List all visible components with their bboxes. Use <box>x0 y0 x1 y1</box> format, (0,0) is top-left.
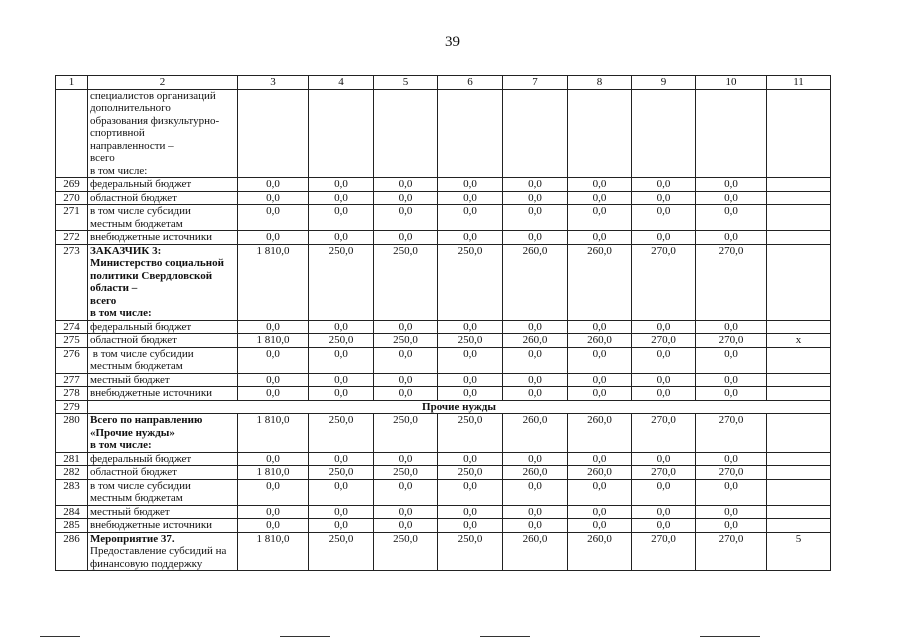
value-cell: 0,0 <box>632 178 696 192</box>
row-number: 286 <box>56 532 88 571</box>
description-line: федеральный бюджет <box>90 320 192 333</box>
row-number: 272 <box>56 231 88 245</box>
value-cell: 0,0 <box>309 191 374 205</box>
row-description <box>88 479 238 505</box>
description-line: финансовую поддержку <box>90 557 203 570</box>
reference-cell <box>767 452 831 466</box>
value-cell: 0,0 <box>568 231 632 245</box>
row-number: 278 <box>56 387 88 401</box>
value-cell: 0,0 <box>696 231 767 245</box>
scan-edge-mark <box>280 636 330 637</box>
row-description <box>88 466 238 480</box>
value-cell: 0,0 <box>503 452 568 466</box>
description-line: в том числе субсидии <box>90 479 191 492</box>
description-line: местным бюджетам <box>90 360 183 372</box>
value-cell: 0,0 <box>238 519 309 533</box>
value-cell: 250,0 <box>374 532 438 571</box>
column-header: 7 <box>503 76 568 90</box>
value-cell: 250,0 <box>309 414 374 453</box>
value-cell: 260,0 <box>568 466 632 480</box>
column-header: 1 <box>56 76 88 90</box>
reference-cell: х <box>767 334 831 348</box>
value-cell <box>632 89 696 178</box>
value-cell: 0,0 <box>309 519 374 533</box>
value-cell: 0,0 <box>309 231 374 245</box>
value-cell: 1 810,0 <box>238 414 309 453</box>
value-cell <box>309 89 374 178</box>
value-cell: 250,0 <box>309 244 374 320</box>
value-cell: 0,0 <box>696 519 767 533</box>
value-cell: 270,0 <box>632 532 696 571</box>
value-cell: 0,0 <box>238 505 309 519</box>
value-cell: 250,0 <box>374 414 438 453</box>
description-line: специалистов организаций <box>90 89 216 102</box>
table-row <box>56 479 831 505</box>
value-cell: 250,0 <box>438 466 503 480</box>
row-number: 284 <box>56 505 88 519</box>
table-row <box>56 191 831 205</box>
value-cell: 0,0 <box>238 178 309 192</box>
row-number: 283 <box>56 479 88 505</box>
reference-cell <box>767 505 831 519</box>
value-cell: 0,0 <box>632 205 696 231</box>
value-cell: 0,0 <box>632 387 696 401</box>
value-cell: 0,0 <box>696 178 767 192</box>
value-cell: 1 810,0 <box>238 532 309 571</box>
value-cell: 270,0 <box>696 466 767 480</box>
row-description <box>88 347 238 373</box>
value-cell: 0,0 <box>696 205 767 231</box>
value-cell: 0,0 <box>438 191 503 205</box>
value-cell: 0,0 <box>568 191 632 205</box>
scan-edge-mark <box>480 636 530 637</box>
table-row <box>56 89 831 178</box>
value-cell <box>238 89 309 178</box>
row-description <box>88 244 238 320</box>
reference-cell: 5 <box>767 532 831 571</box>
value-cell: 260,0 <box>568 334 632 348</box>
value-cell: 270,0 <box>632 466 696 480</box>
budget-table <box>55 75 831 571</box>
value-cell: 0,0 <box>503 519 568 533</box>
description-line: в том числе субсидии <box>90 347 194 360</box>
value-cell: 0,0 <box>696 347 767 373</box>
description-line: образования физкультурно- <box>90 114 220 127</box>
table-row <box>56 532 831 571</box>
reference-cell <box>767 244 831 320</box>
row-description <box>88 89 238 178</box>
value-cell: 260,0 <box>503 244 568 320</box>
description-line: федеральный бюджет <box>90 452 192 465</box>
description-line: Всего по направлению <box>90 414 203 426</box>
value-cell: 0,0 <box>696 505 767 519</box>
reference-cell <box>767 414 831 453</box>
reference-cell <box>767 347 831 373</box>
row-description <box>88 452 238 466</box>
table-row <box>56 373 831 387</box>
row-description <box>88 505 238 519</box>
description-line: в том числе: <box>90 307 152 319</box>
value-cell: 250,0 <box>438 244 503 320</box>
description-line: местный бюджет <box>90 373 170 386</box>
value-cell: 0,0 <box>438 452 503 466</box>
value-cell: 250,0 <box>438 334 503 348</box>
value-cell: 0,0 <box>309 505 374 519</box>
description-line: внебюджетные источники <box>90 519 213 531</box>
value-cell <box>568 89 632 178</box>
value-cell: 260,0 <box>568 414 632 453</box>
value-cell: 260,0 <box>568 244 632 320</box>
description-line: местный бюджет <box>90 505 170 518</box>
column-header: 10 <box>696 76 767 90</box>
reference-cell <box>767 231 831 245</box>
value-cell: 0,0 <box>696 452 767 466</box>
value-cell: 1 810,0 <box>238 466 309 480</box>
value-cell: 0,0 <box>309 205 374 231</box>
value-cell <box>438 89 503 178</box>
value-cell: 0,0 <box>374 505 438 519</box>
section-heading: Прочие нужды <box>88 400 831 414</box>
reference-cell <box>767 373 831 387</box>
value-cell: 0,0 <box>309 347 374 373</box>
table-row <box>56 178 831 192</box>
value-cell: 0,0 <box>238 205 309 231</box>
column-header: 4 <box>309 76 374 90</box>
value-cell: 0,0 <box>374 479 438 505</box>
value-cell: 270,0 <box>696 532 767 571</box>
row-number: 285 <box>56 519 88 533</box>
row-number: 276 <box>56 347 88 373</box>
row-number: 277 <box>56 373 88 387</box>
description-line: Мероприятие 37. <box>90 532 175 545</box>
value-cell: 0,0 <box>309 387 374 401</box>
row-description <box>88 373 238 387</box>
value-cell: 0,0 <box>438 205 503 231</box>
value-cell: 250,0 <box>374 334 438 348</box>
value-cell: 0,0 <box>309 452 374 466</box>
value-cell: 0,0 <box>438 347 503 373</box>
value-cell: 0,0 <box>696 320 767 334</box>
description-line: Министерство социальной <box>90 257 224 269</box>
row-description <box>88 191 238 205</box>
page-number: 39 <box>445 34 460 50</box>
value-cell: 0,0 <box>696 479 767 505</box>
value-cell: 270,0 <box>696 334 767 348</box>
value-cell: 0,0 <box>374 519 438 533</box>
value-cell: 260,0 <box>503 466 568 480</box>
table-row <box>56 347 831 373</box>
column-header: 5 <box>374 76 438 90</box>
value-cell: 270,0 <box>696 414 767 453</box>
value-cell: 0,0 <box>309 479 374 505</box>
description-line: направленности – <box>90 139 174 152</box>
value-cell: 0,0 <box>696 387 767 401</box>
value-cell: 0,0 <box>438 231 503 245</box>
value-cell: 0,0 <box>503 347 568 373</box>
value-cell: 250,0 <box>438 414 503 453</box>
description-line: областной бюджет <box>90 334 177 346</box>
value-cell: 0,0 <box>503 205 568 231</box>
value-cell: 0,0 <box>568 452 632 466</box>
value-cell: 0,0 <box>374 373 438 387</box>
description-line: областной бюджет <box>90 191 177 204</box>
value-cell: 0,0 <box>438 320 503 334</box>
value-cell: 1 810,0 <box>238 244 309 320</box>
reference-cell <box>767 89 831 178</box>
value-cell: 0,0 <box>696 191 767 205</box>
value-cell: 260,0 <box>503 532 568 571</box>
column-header: 8 <box>568 76 632 90</box>
scan-edge-mark <box>700 636 760 637</box>
value-cell: 0,0 <box>238 479 309 505</box>
value-cell: 0,0 <box>374 191 438 205</box>
value-cell: 1 810,0 <box>238 334 309 348</box>
description-line: местным бюджетам <box>90 492 183 504</box>
value-cell: 0,0 <box>238 452 309 466</box>
value-cell: 0,0 <box>503 231 568 245</box>
value-cell: 0,0 <box>374 347 438 373</box>
value-cell: 0,0 <box>503 178 568 192</box>
row-description <box>88 519 238 533</box>
row-description <box>88 178 238 192</box>
value-cell: 0,0 <box>568 347 632 373</box>
value-cell <box>696 89 767 178</box>
row-number: 274 <box>56 320 88 334</box>
value-cell: 0,0 <box>374 231 438 245</box>
row-number: 281 <box>56 452 88 466</box>
value-cell: 260,0 <box>568 532 632 571</box>
value-cell: 270,0 <box>632 414 696 453</box>
value-cell: 0,0 <box>374 320 438 334</box>
value-cell: 250,0 <box>309 466 374 480</box>
row-number: 282 <box>56 466 88 480</box>
row-number: 280 <box>56 414 88 453</box>
value-cell: 0,0 <box>438 519 503 533</box>
value-cell: 0,0 <box>374 452 438 466</box>
table-row <box>56 452 831 466</box>
value-cell: 0,0 <box>309 178 374 192</box>
description-line: внебюджетные источники <box>90 231 213 243</box>
value-cell: 0,0 <box>632 191 696 205</box>
value-cell: 0,0 <box>238 347 309 373</box>
value-cell: 0,0 <box>438 505 503 519</box>
description-line: в том числе: <box>90 164 148 177</box>
value-cell: 0,0 <box>632 231 696 245</box>
value-cell: 0,0 <box>438 373 503 387</box>
value-cell: 0,0 <box>503 479 568 505</box>
value-cell: 0,0 <box>632 505 696 519</box>
reference-cell <box>767 479 831 505</box>
description-line: всего <box>90 294 117 307</box>
reference-cell <box>767 387 831 401</box>
value-cell: 0,0 <box>632 452 696 466</box>
description-line: дополнительного <box>90 102 171 114</box>
value-cell: 250,0 <box>374 244 438 320</box>
value-cell: 0,0 <box>238 387 309 401</box>
table-row <box>56 334 831 348</box>
value-cell: 0,0 <box>374 178 438 192</box>
value-cell: 0,0 <box>503 191 568 205</box>
scan-edge-mark <box>40 636 80 637</box>
description-line: Предоставление субсидий на <box>90 545 227 557</box>
table-row <box>56 244 831 320</box>
value-cell: 0,0 <box>568 479 632 505</box>
row-description <box>88 414 238 453</box>
value-cell: 0,0 <box>632 320 696 334</box>
row-description <box>88 532 238 571</box>
column-header: 3 <box>238 76 309 90</box>
description-line: внебюджетные источники <box>90 387 213 399</box>
value-cell <box>503 89 568 178</box>
table-row <box>56 400 831 414</box>
value-cell: 270,0 <box>632 334 696 348</box>
value-cell: 0,0 <box>238 191 309 205</box>
value-cell: 0,0 <box>438 387 503 401</box>
value-cell: 0,0 <box>632 519 696 533</box>
row-number: 270 <box>56 191 88 205</box>
row-number: 279 <box>56 400 88 414</box>
value-cell: 0,0 <box>568 205 632 231</box>
description-line: ЗАКАЗЧИК 3: <box>90 244 162 257</box>
row-description <box>88 387 238 401</box>
table-row <box>56 387 831 401</box>
row-description <box>88 334 238 348</box>
reference-cell <box>767 519 831 533</box>
description-line: всего <box>90 152 115 164</box>
value-cell: 0,0 <box>309 373 374 387</box>
value-cell: 0,0 <box>438 479 503 505</box>
row-number <box>56 89 88 178</box>
table-row <box>56 519 831 533</box>
column-header: 9 <box>632 76 696 90</box>
table-row <box>56 320 831 334</box>
row-number: 271 <box>56 205 88 231</box>
reference-cell <box>767 205 831 231</box>
value-cell: 250,0 <box>309 334 374 348</box>
value-cell: 0,0 <box>438 178 503 192</box>
table-row <box>56 414 831 453</box>
description-line: федеральный бюджет <box>90 178 192 190</box>
row-number: 275 <box>56 334 88 348</box>
value-cell: 250,0 <box>309 532 374 571</box>
value-cell: 250,0 <box>374 466 438 480</box>
value-cell: 260,0 <box>503 414 568 453</box>
row-description <box>88 231 238 245</box>
description-line: в том числе субсидии <box>90 205 191 217</box>
reference-cell <box>767 466 831 480</box>
table-row <box>56 466 831 480</box>
value-cell: 0,0 <box>503 505 568 519</box>
value-cell: 0,0 <box>632 479 696 505</box>
value-cell: 0,0 <box>309 320 374 334</box>
reference-cell <box>767 191 831 205</box>
value-cell: 0,0 <box>503 387 568 401</box>
reference-cell <box>767 178 831 192</box>
description-line: «Прочие нужды» <box>90 426 175 439</box>
description-line: спортивной <box>90 127 145 139</box>
value-cell: 0,0 <box>632 373 696 387</box>
description-line: областной бюджет <box>90 466 177 478</box>
column-header: 6 <box>438 76 503 90</box>
value-cell: 0,0 <box>568 373 632 387</box>
row-description <box>88 205 238 231</box>
value-cell: 0,0 <box>503 320 568 334</box>
value-cell: 0,0 <box>238 231 309 245</box>
value-cell: 0,0 <box>568 505 632 519</box>
description-line: местным бюджетам <box>90 217 183 230</box>
value-cell: 270,0 <box>696 244 767 320</box>
value-cell <box>374 89 438 178</box>
value-cell: 260,0 <box>503 334 568 348</box>
value-cell: 0,0 <box>568 320 632 334</box>
value-cell: 0,0 <box>632 347 696 373</box>
table-row <box>56 505 831 519</box>
reference-cell <box>767 320 831 334</box>
value-cell: 0,0 <box>374 387 438 401</box>
row-number: 273 <box>56 244 88 320</box>
row-description <box>88 320 238 334</box>
value-cell: 270,0 <box>632 244 696 320</box>
table-row <box>56 205 831 231</box>
value-cell: 0,0 <box>568 387 632 401</box>
description-line: области – <box>90 282 138 294</box>
value-cell: 0,0 <box>238 373 309 387</box>
value-cell: 0,0 <box>503 373 568 387</box>
table-row <box>56 231 831 245</box>
table-header-row <box>56 76 831 90</box>
description-line: в том числе: <box>90 439 152 451</box>
value-cell: 0,0 <box>568 519 632 533</box>
value-cell: 0,0 <box>568 178 632 192</box>
value-cell: 0,0 <box>696 373 767 387</box>
row-number: 269 <box>56 178 88 192</box>
value-cell: 250,0 <box>438 532 503 571</box>
value-cell: 0,0 <box>374 205 438 231</box>
column-header: 2 <box>88 76 238 90</box>
column-header: 11 <box>767 76 831 90</box>
value-cell: 0,0 <box>238 320 309 334</box>
description-line: политики Свердловской <box>90 269 213 282</box>
